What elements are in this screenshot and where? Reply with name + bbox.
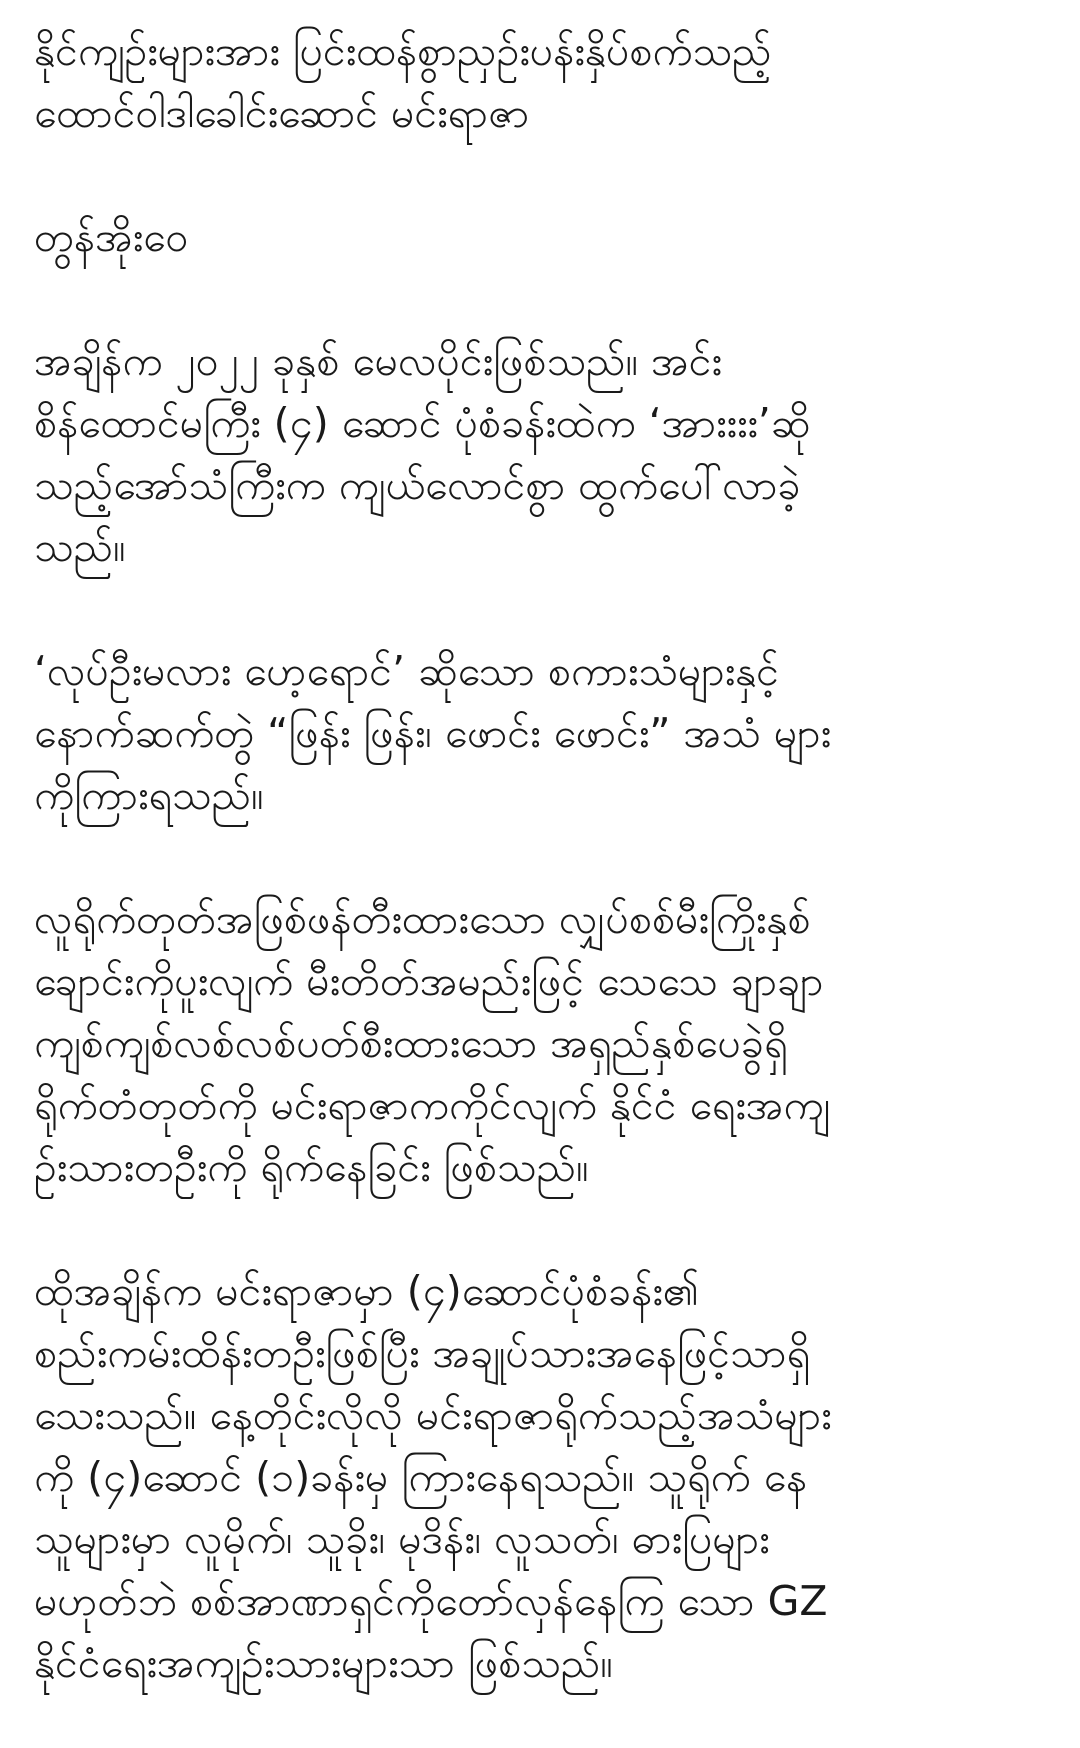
article-paragraph-2: ‘လုပ်ဦးမလား ဟေ့ရောင်’ ဆိုသော စကားသံများနှင့် နောက်ဆက်တွဲ “ဖြန်း ဖြန်း၊ ဖောင်း ဖောင်း” အသံ များ ကိုကြားရသည်။ [34, 647, 832, 819]
article-paragraph-4: ထိုအချိန်က မင်းရာဇာမှာ (၄)ဆောင်ပုံစံခန်း၏ စည်းကမ်းထိန်းတဦးဖြစ်ပြီး အချုပ်သားအနေဖြင့်သာရှိ သေးသည်။ နေ့တိုင်းလိုလို မင်းရာဇာရိုက်သည့်အသံများ ကို (၄)ဆောင် (၁)ခန်းမှ ကြားနေရသည်။ သူရိုက် နေ သူများမှာ လူမိုက်၊ သူခိုး၊ မုဒိန်း၊ လူသတ်၊ ဓားပြများ မဟုတ်ဘဲ စစ်အာဏာရှင်ကိုတော်လှန်နေကြ သော GZ နိုင်ငံရေးအကျဉ်းသားများသာ ဖြစ်သည်။ [34, 1267, 832, 1687]
article-author: တွန်အိုးဝေ [34, 213, 189, 261]
article-paragraph-3: လူရိုက်တုတ်အဖြစ်ဖန်တီးထားသော လျှပ်စစ်မီးကြိုးနှစ် ချောင်းကိုပူးလျက် မီးတိတ်အမည်းဖြင့် သေသေ ချာချာ ကျစ်ကျစ်လစ်လစ်ပတ်စီးထားသော အရှည်နှစ်ပေခွဲရှိ ရိုက်တံတုတ်ကို မင်းရာဇာကကိုင်လျက် နိုင်ငံ ရေးအကျ ဉ်းသားတဦးကို ရိုက်နေခြင်း ဖြစ်သည်။ [34, 895, 830, 1191]
article-title: နိုင်ကျဉ်းများအား ပြင်းထန်စွာညှဉ်းပန်းနှိပ်စက်သည့် ထောင်ဝါဒါခေါင်းဆောင် မင်းရာဇာ [34, 27, 772, 137]
article-paragraph-1: အချိန်က ၂၀၂၂ ခုနှစ် မေလပိုင်းဖြစ်သည်။ အင်း စိန်ထောင်မကြီး (၄) ဆောင် ပုံစံခန်းထဲက ‘အားးးး’ဆို သည့်အော်သံကြီးက ကျယ်လောင်စွာ ထွက်ပေါ်လာခဲ့ သည်။ [34, 337, 811, 571]
